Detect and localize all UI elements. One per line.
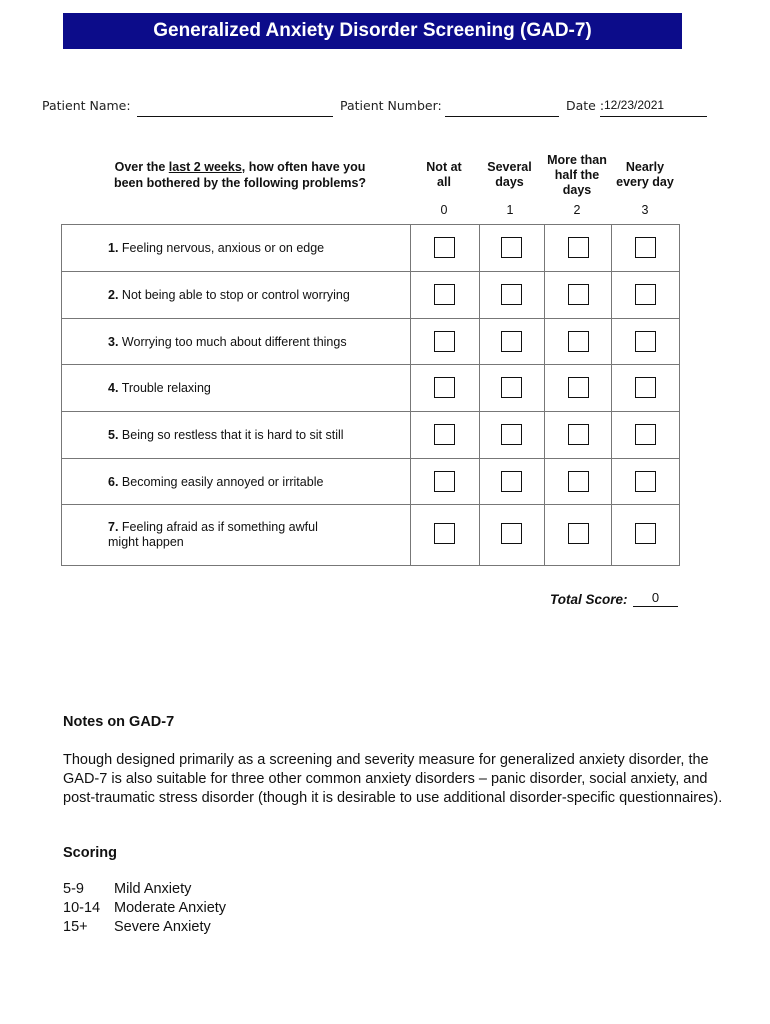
question-text: 3. Worrying too much about different things <box>108 335 347 349</box>
checkbox-q7-more-than-half[interactable] <box>568 523 589 544</box>
checkbox-q4-nearly-every-day[interactable] <box>635 377 656 398</box>
question-row-1 <box>62 225 679 272</box>
checkbox-q1-several-days[interactable] <box>501 237 522 258</box>
checkbox-q7-nearly-every-day[interactable] <box>635 523 656 544</box>
question-text: 6. Becoming easily annoyed or irritable <box>108 475 324 489</box>
column-header-several-days: Several days <box>487 160 532 189</box>
column-header-not-at-all: Not at all <box>426 160 462 189</box>
checkbox-q6-not-at-all[interactable] <box>434 471 455 492</box>
total-score-value[interactable]: 0 <box>651 590 660 605</box>
question-row-4 <box>62 365 679 412</box>
questionnaire-grid <box>61 224 680 566</box>
column-score-0: 0 <box>440 203 448 217</box>
total-score-field <box>633 606 678 607</box>
scoring-heading: Scoring <box>63 845 117 861</box>
date-label: Date : <box>566 98 605 113</box>
date-value: 12/23/2021 <box>604 98 665 112</box>
column-header-more-than-half: More than half the days <box>547 153 607 197</box>
checkbox-q2-nearly-every-day[interactable] <box>635 284 656 305</box>
checkbox-q5-not-at-all[interactable] <box>434 424 455 445</box>
checkbox-q7-several-days[interactable] <box>501 523 522 544</box>
question-text: 1. Feeling nervous, anxious or on edge <box>108 241 325 255</box>
column-score-3: 3 <box>641 203 649 217</box>
checkbox-q5-nearly-every-day[interactable] <box>635 424 656 445</box>
question-text: 5. Being so restless that it is hard to sit still <box>108 428 344 442</box>
checkbox-q2-more-than-half[interactable] <box>568 284 589 305</box>
scoring-range: 5-9 <box>63 881 84 897</box>
question-row-2 <box>62 272 679 319</box>
checkbox-q3-not-at-all[interactable] <box>434 331 455 352</box>
checkbox-q2-several-days[interactable] <box>501 284 522 305</box>
checkbox-q3-several-days[interactable] <box>501 331 522 352</box>
patient-name-field[interactable] <box>137 116 333 117</box>
column-score-2: 2 <box>573 203 581 217</box>
patient-name-label: Patient Name: <box>42 98 131 113</box>
checkbox-q1-not-at-all[interactable] <box>434 237 455 258</box>
checkbox-q3-more-than-half[interactable] <box>568 331 589 352</box>
question-row-6 <box>62 459 679 505</box>
total-score-label: Total Score: <box>550 592 628 607</box>
patient-number-label: Patient Number: <box>340 98 442 113</box>
checkbox-q6-several-days[interactable] <box>501 471 522 492</box>
question-prompt: Over the last 2 weeks, how often have you been bothered by the following problems? <box>113 160 367 190</box>
question-text: 2. Not being able to stop or control worrying <box>108 288 350 302</box>
form-title: Generalized Anxiety Disorder Screening (GAD-7) <box>63 13 682 49</box>
column-header-nearly-every-day: Nearly every day <box>616 160 674 189</box>
scoring-range: 10-14 <box>63 900 101 916</box>
checkbox-q5-several-days[interactable] <box>501 424 522 445</box>
scoring-label: Severe Anxiety <box>114 919 211 935</box>
checkbox-q4-more-than-half[interactable] <box>568 377 589 398</box>
question-row-3 <box>62 319 679 365</box>
scoring-range: 15+ <box>63 919 88 935</box>
checkbox-q4-several-days[interactable] <box>501 377 522 398</box>
column-score-1: 1 <box>506 203 514 217</box>
question-text: 4. Trouble relaxing <box>108 381 211 395</box>
question-row-5 <box>62 412 679 459</box>
checkbox-q6-nearly-every-day[interactable] <box>635 471 656 492</box>
patient-number-field[interactable] <box>445 116 559 117</box>
scoring-label: Mild Anxiety <box>114 881 192 897</box>
date-field[interactable] <box>600 116 707 117</box>
question-text: 7. Feeling afraid as if something awful might happen <box>108 520 318 549</box>
checkbox-q5-more-than-half[interactable] <box>568 424 589 445</box>
prompt-emphasis: last 2 weeks <box>168 160 242 174</box>
scoring-label: Moderate Anxiety <box>114 900 227 916</box>
notes-body: Though designed primarily as a screening and severity measure for generalized anxiety disorder, the GAD-7 is also suitable for three other common anxiety disorders – panic disorder, social anxiety, and post-traumatic stress disorder (though it is desirable to use additional disorder-specific questionnaires). <box>63 752 723 806</box>
checkbox-q1-more-than-half[interactable] <box>568 237 589 258</box>
checkbox-q4-not-at-all[interactable] <box>434 377 455 398</box>
checkbox-q6-more-than-half[interactable] <box>568 471 589 492</box>
notes-heading: Notes on GAD-7 <box>63 714 175 730</box>
checkbox-q7-not-at-all[interactable] <box>434 523 455 544</box>
question-row-7 <box>62 505 679 565</box>
checkbox-q2-not-at-all[interactable] <box>434 284 455 305</box>
checkbox-q3-nearly-every-day[interactable] <box>635 331 656 352</box>
checkbox-q1-nearly-every-day[interactable] <box>635 237 656 258</box>
